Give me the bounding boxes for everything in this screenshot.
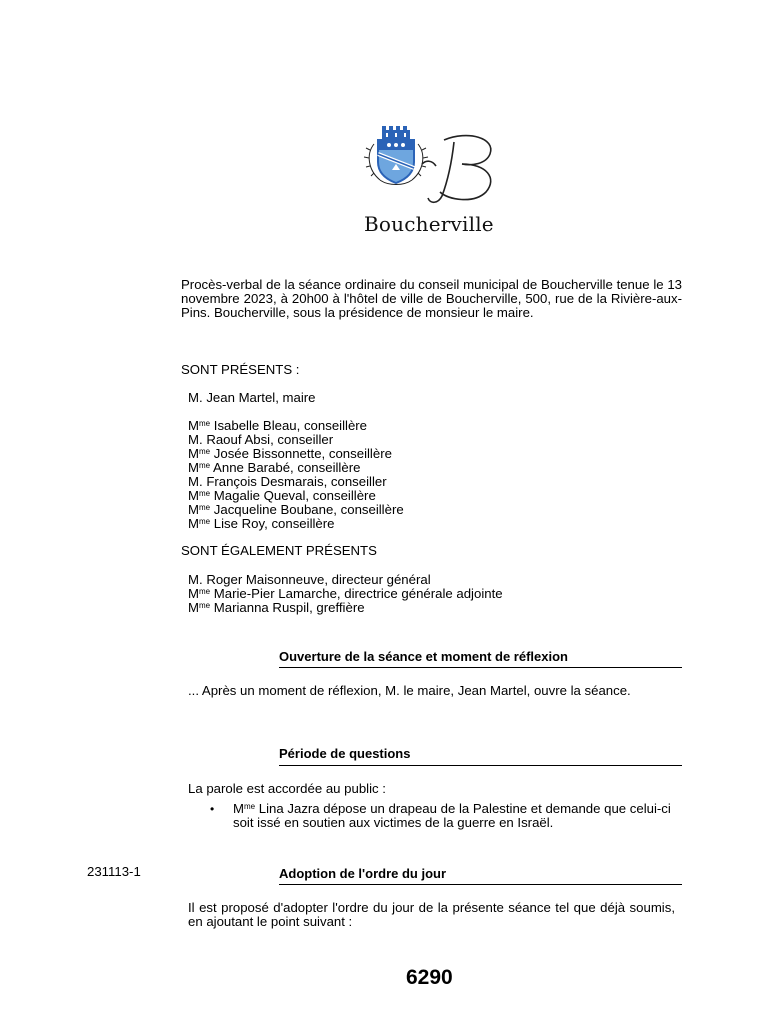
list-item: $M^{me}$ Anne Barabé, conseillère (188, 460, 361, 475)
section-rule (279, 667, 682, 668)
list-item: $M^{me}$ Jacqueline Boubane, conseillère (188, 502, 404, 517)
section-rule (279, 884, 682, 885)
crown-icon (382, 126, 410, 139)
list-item: M. François Desmarais, conseiller (188, 474, 387, 489)
list-item: $M^{me}$ Marianna Ruspil, greffière (188, 600, 365, 615)
section-rule (279, 765, 682, 766)
section-heading-ordre-du-jour: Adoption de l'ordre du jour (279, 866, 447, 881)
present-heading: SONT PRÉSENTS : (181, 362, 300, 377)
also-present-list (188, 573, 503, 615)
section2-paragraph: La parole est accordée au public : (188, 781, 386, 796)
intro-paragraph: Procès-verbal de la séance ordinaire du conseil municipal de Boucherville tenue le 13 novembre 2023, à 20h00 à l'hôtel de ville de Boucherville, 500, rue de la Rivière-aux-Pins. Boucherville, sous la présidence de monsieur le maire. (181, 277, 682, 320)
monogram-b-icon (422, 136, 491, 203)
resolution-number: 231113-1 (87, 864, 141, 879)
logo-wordmark: Boucherville (364, 212, 494, 236)
section-heading-ouverture: Ouverture de la séance et moment de réflexion (279, 649, 568, 664)
also-present-heading: SONT ÉGALEMENT PRÉSENTS (181, 543, 377, 558)
list-item: M. Raouf Absi, conseiller (188, 432, 334, 447)
question-bullet-item: $M^{me}$ Lina Jazra dépose un drapeau de la Palestine et demande que celui-ci soit issé en soutien aux victimes de la guerre en Israël. (233, 801, 671, 830)
shield-icon (378, 140, 414, 183)
section3-paragraph: Il est proposé d'adopter l'ordre du jour de la présente séance tel que déjà soumis, en ajoutant le point suivant : (188, 900, 675, 929)
section-heading-questions: Période de questions (279, 746, 411, 761)
present-members-list (188, 419, 404, 531)
list-item: $M^{me}$ Magalie Queval, conseillère (188, 488, 376, 503)
page-number: 6290 (406, 966, 453, 989)
section1-paragraph: ... Après un moment de réflexion, M. le maire, Jean Martel, ouvre la séance. (188, 683, 631, 698)
list-item: $M^{me}$ Josée Bissonnette, conseillère (188, 446, 392, 461)
list-item: $M^{me}$ Marie-Pier Lamarche, directrice générale adjointe (188, 586, 503, 601)
list-item: M. Roger Maisonneuve, directeur général (188, 572, 431, 587)
mayor-line: M. Jean Martel, maire (188, 390, 316, 405)
list-item: $M^{me}$ Isabelle Bleau, conseillère (188, 418, 368, 433)
bullet-marker: • (210, 802, 215, 816)
list-item: $M^{me}$ Lise Roy, conseillère (188, 516, 335, 531)
